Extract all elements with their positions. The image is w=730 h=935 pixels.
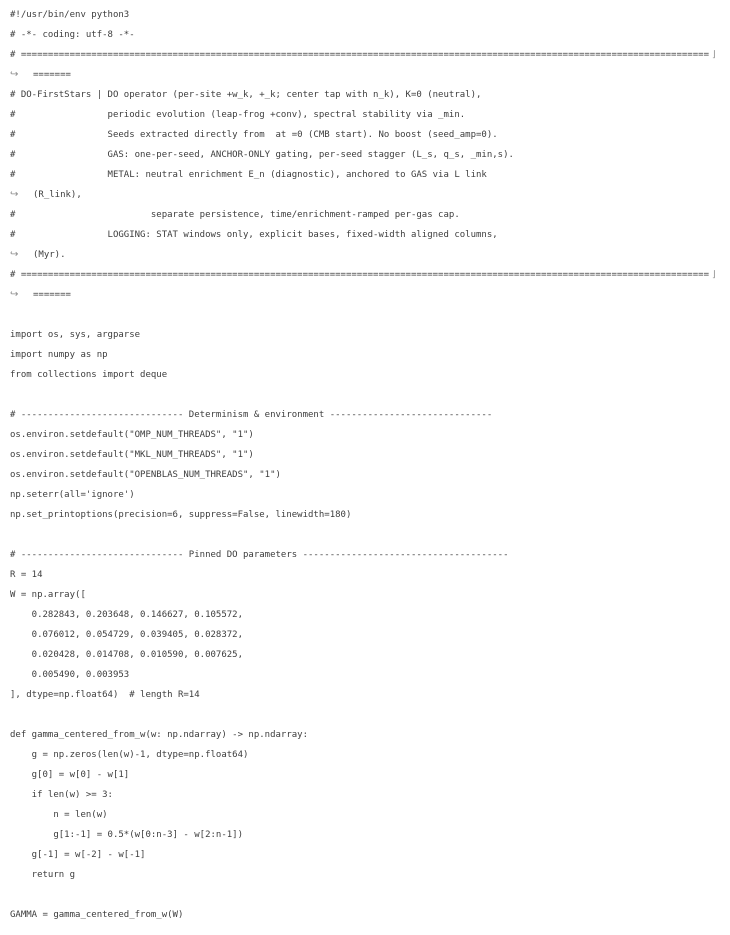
code-text: g[1:-1] = 0.5*(w[0:n-3] - w[2:n-1]) [10, 830, 243, 840]
code-text: import numpy as np [10, 350, 108, 360]
code-text: 0.005490, 0.003953 [10, 670, 130, 680]
code-line [10, 165, 730, 185]
code-line [10, 745, 730, 765]
code-text: # LOGGING: STAT windows only, explicit bases, fixed-width aligned columns, [10, 230, 498, 240]
code-line [10, 825, 730, 845]
wrap-continuation-icon: ↪ [10, 189, 19, 200]
code-text: # DO-FirstStars | DO operator (per-site +w_k, +_k; center tap with n_k), K=0 (neutral), [10, 90, 482, 100]
code-line [10, 265, 730, 285]
code-text: return g [10, 870, 76, 880]
code-line [10, 5, 730, 25]
code-line [10, 25, 730, 45]
code-line [10, 625, 730, 645]
code-line [10, 245, 730, 265]
code-text: # ------------------------------ Determinism & environment ------------------------------ [10, 410, 493, 420]
code-text: def gamma_centered_from_w(w: np.ndarray) -> np.ndarray: [10, 730, 309, 740]
code-line [10, 205, 730, 225]
code-text: # =============================================================================================================================== [10, 50, 709, 60]
code-line [10, 685, 730, 705]
code-line [10, 145, 730, 165]
code-line [10, 365, 730, 385]
code-text: os.environ.setdefault("MKL_NUM_THREADS", "1") [10, 450, 254, 460]
code-line [10, 385, 730, 405]
code-text: import os, sys, argparse [10, 330, 141, 340]
code-line [10, 525, 730, 545]
code-text: g = np.zeros(len(w)-1, dtype=np.float64) [10, 750, 249, 760]
wrap-end-icon: ⌋ [711, 270, 716, 280]
code-line [10, 325, 730, 345]
source-code [10, 5, 730, 925]
code-line [10, 845, 730, 865]
code-text: ======= [33, 70, 71, 80]
code-text: os.environ.setdefault("OPENBLAS_NUM_THREADS", "1") [10, 470, 281, 480]
code-line [10, 585, 730, 605]
code-text: # Seeds extracted directly from at =0 (CMB start). No boost (seed_amp=0). [10, 130, 498, 140]
code-text: ======= [33, 290, 71, 300]
code-text: 0.020428, 0.014708, 0.010590, 0.007625, [10, 650, 243, 660]
code-line [10, 45, 730, 65]
code-line [10, 545, 730, 565]
code-line [10, 565, 730, 585]
code-text: 0.282843, 0.203648, 0.146627, 0.105572, [10, 610, 243, 620]
code-text: if len(w) >= 3: [10, 790, 113, 800]
code-line [10, 725, 730, 745]
wrap-continuation-icon: ↪ [10, 289, 19, 300]
code-text: R = 14 [10, 570, 43, 580]
code-line [10, 785, 730, 805]
wrap-continuation-icon: ↪ [10, 69, 19, 80]
code-text: # -*- coding: utf-8 -*- [10, 30, 135, 40]
code-line [10, 285, 730, 305]
code-line [10, 105, 730, 125]
code-line [10, 185, 730, 205]
code-text: # ------------------------------ Pinned DO parameters -------------------------------------- [10, 550, 509, 560]
code-line [10, 605, 730, 625]
code-line [10, 805, 730, 825]
code-line [10, 465, 730, 485]
code-text: # =============================================================================================================================== [10, 270, 709, 280]
code-line [10, 305, 730, 325]
wrap-end-icon: ⌋ [711, 50, 716, 60]
code-line [10, 645, 730, 665]
wrap-continuation-icon: ↪ [10, 249, 19, 260]
code-line [10, 885, 730, 905]
code-text: 0.076012, 0.054729, 0.039405, 0.028372, [10, 630, 243, 640]
code-line [10, 905, 730, 925]
code-line [10, 765, 730, 785]
code-text: from collections import deque [10, 370, 168, 380]
code-text: W = np.array([ [10, 590, 86, 600]
code-line [10, 65, 730, 85]
code-line [10, 225, 730, 245]
code-line [10, 705, 730, 725]
code-line [10, 125, 730, 145]
code-line [10, 485, 730, 505]
code-text: g[-1] = w[-2] - w[-1] [10, 850, 146, 860]
code-text: ], dtype=np.float64) # length R=14 [10, 690, 200, 700]
code-line [10, 865, 730, 885]
code-text: # separate persistence, time/enrichment-ramped per-gas cap. [10, 210, 460, 220]
code-text: #!/usr/bin/env python3 [10, 10, 130, 20]
code-text: # GAS: one-per-seed, ANCHOR-ONLY gating, per-seed stagger (L_s, q_s, _min,s). [10, 150, 514, 160]
code-text: g[0] = w[0] - w[1] [10, 770, 130, 780]
code-text: # METAL: neutral enrichment E_n (diagnostic), anchored to GAS via L link [10, 170, 487, 180]
code-line [10, 345, 730, 365]
code-text: n = len(w) [10, 810, 108, 820]
code-line [10, 445, 730, 465]
code-line [10, 405, 730, 425]
code-line [10, 665, 730, 685]
code-text: GAMMA = gamma_centered_from_w(W) [10, 910, 184, 920]
code-line [10, 505, 730, 525]
code-line [10, 425, 730, 445]
code-text: np.seterr(all='ignore') [10, 490, 135, 500]
code-text: # periodic evolution (leap-frog +conv), spectral stability via _min. [10, 110, 466, 120]
code-line [10, 85, 730, 105]
code-text: np.set_printoptions(precision=6, suppress=False, linewidth=180) [10, 510, 352, 520]
code-text: (Myr). [33, 250, 66, 260]
code-text: (R_link), [33, 190, 82, 200]
code-text: os.environ.setdefault("OMP_NUM_THREADS", "1") [10, 430, 254, 440]
